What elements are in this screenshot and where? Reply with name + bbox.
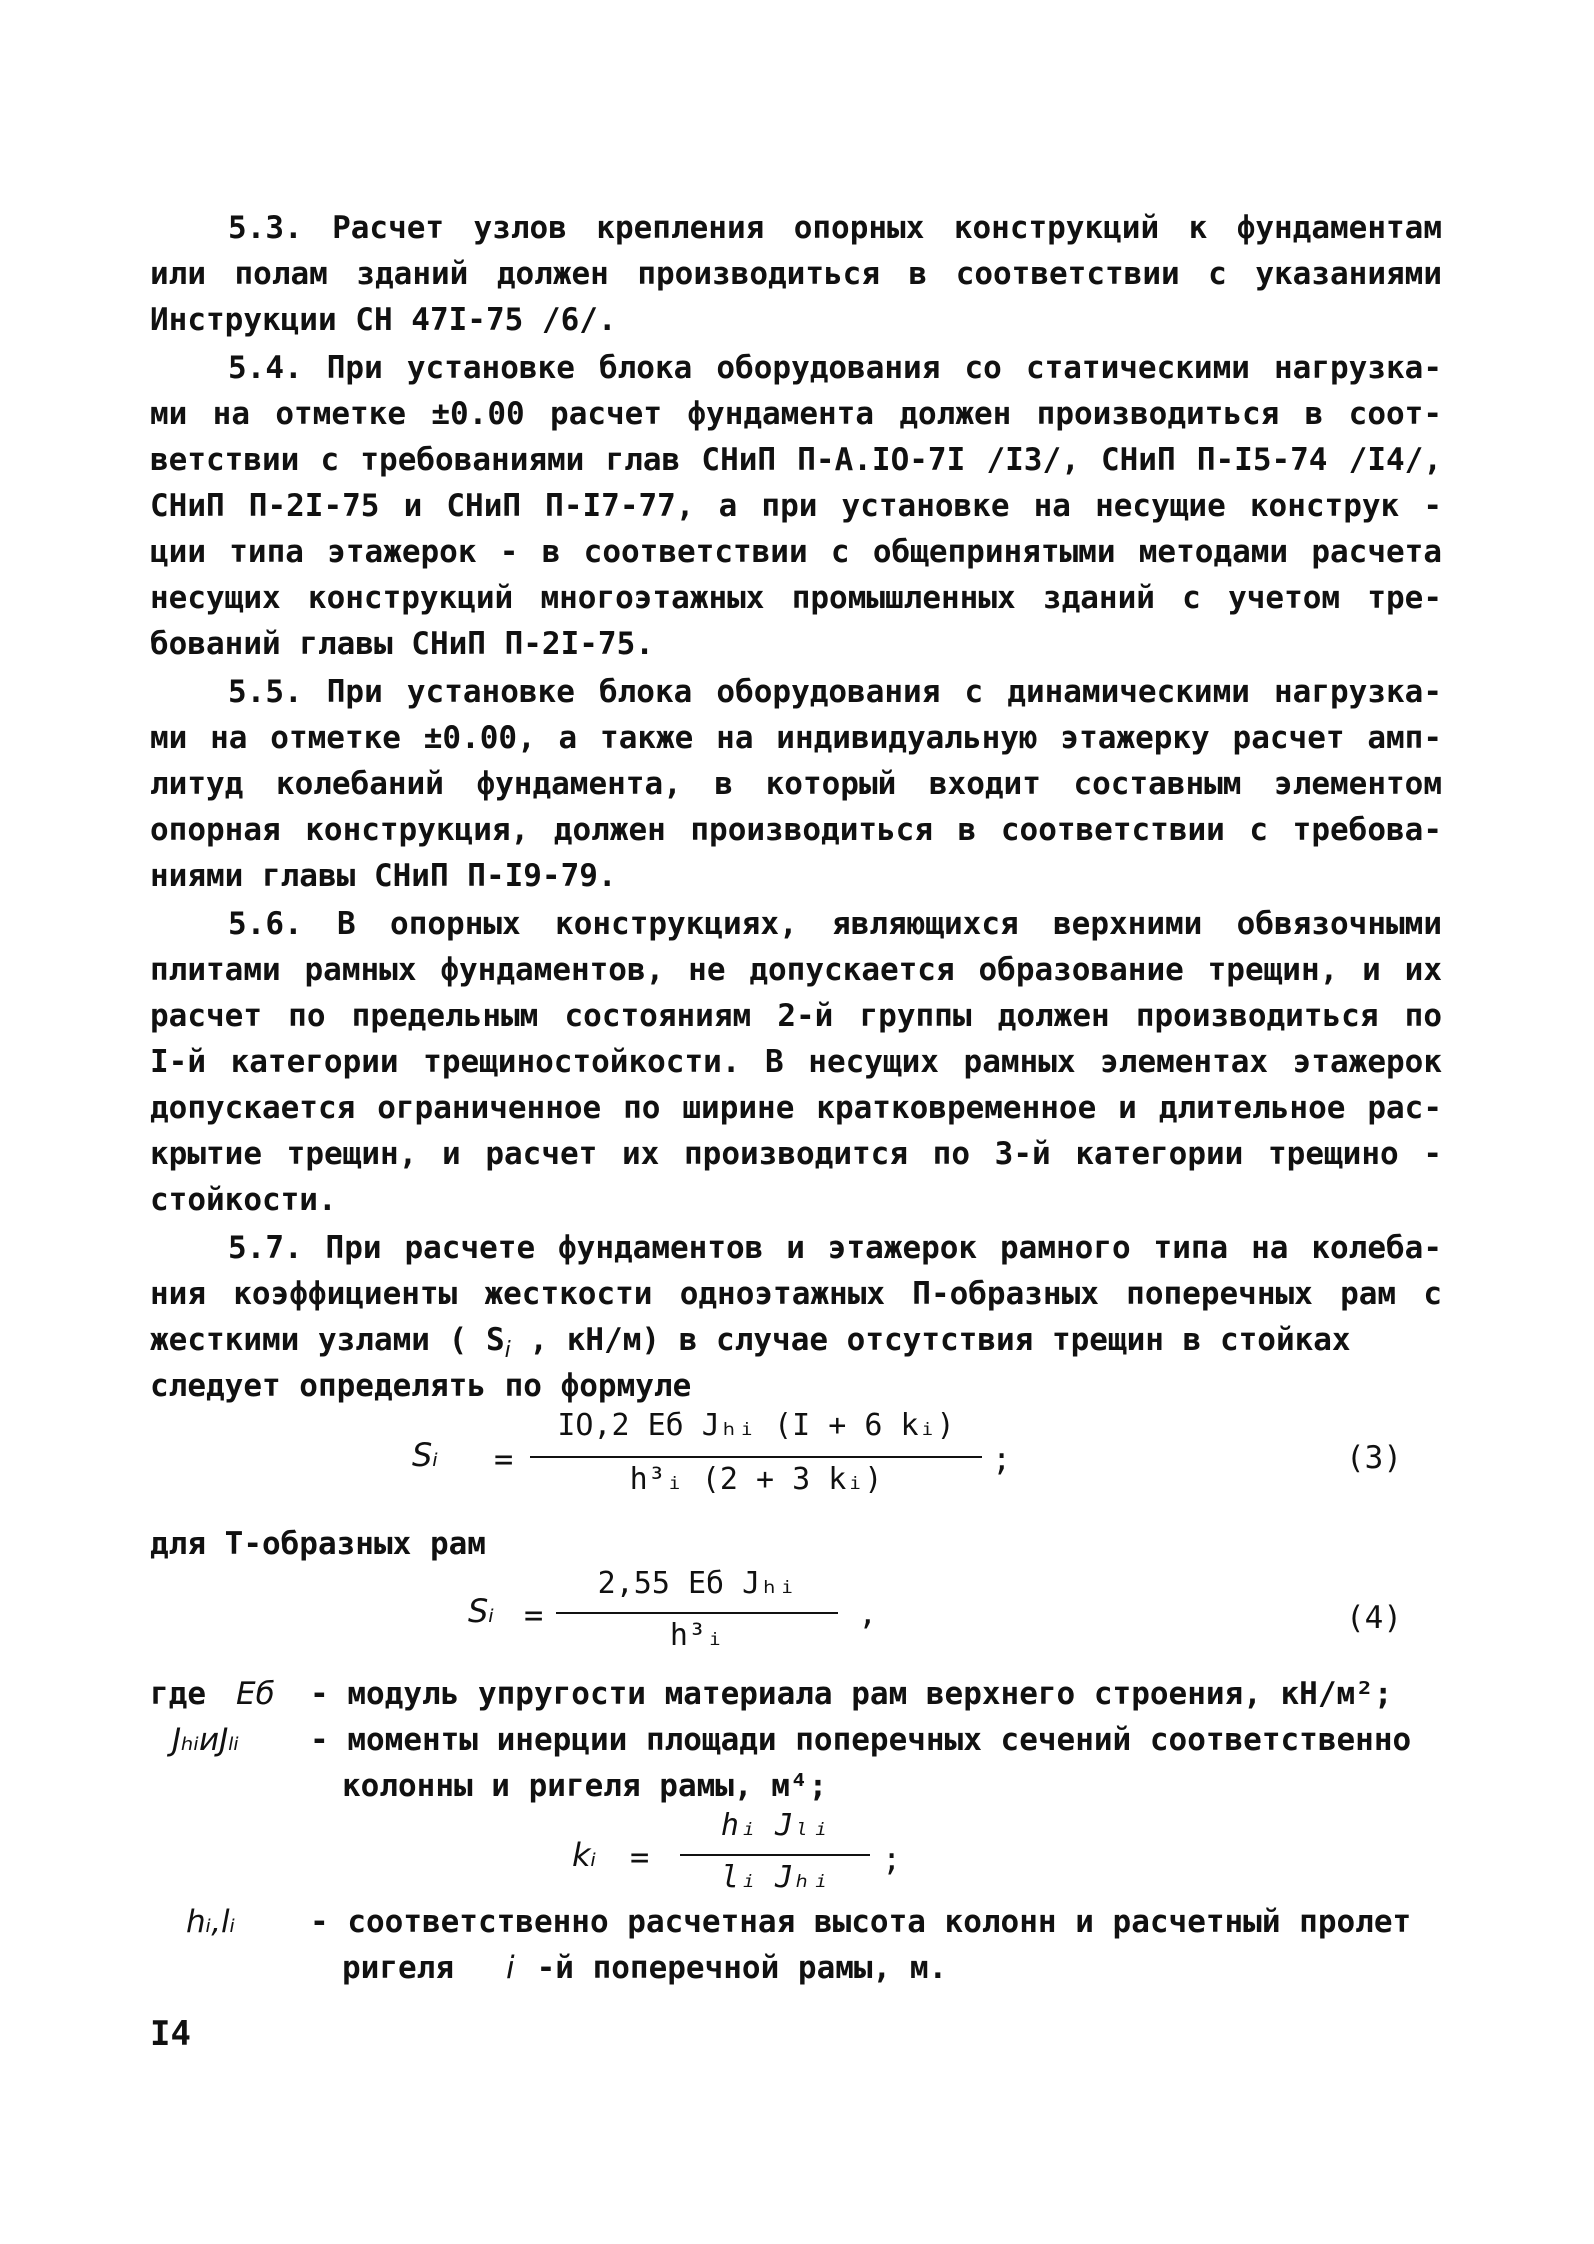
formula4-lhs: Sᵢ: [468, 1592, 495, 1630]
definition-3-index: i: [505, 1950, 515, 1986]
p55-line-3: литуд колебаний фундамента, в который входит составным элементом: [150, 766, 1442, 802]
p57-line-3: [150, 1318, 1442, 1362]
k-formula-fraction-bar: [680, 1854, 870, 1856]
p57-line-4: следует определять по формуле: [150, 1368, 692, 1404]
p57-line-1: 5.7. При расчете фундаментов и этажерок рамного типа на колеба-: [228, 1230, 1442, 1266]
p54-line-7: бований главы СНиП П-2I-75.: [150, 626, 654, 662]
p57-line-3-b: , кН/м) в случае отсутствия трещин в стойках: [510, 1322, 1351, 1358]
p54-line-6: несущих конструкций многоэтажных промышленных зданий с учетом тре-: [150, 580, 1442, 616]
definitions-where: где: [150, 1676, 206, 1712]
page-number: I4: [150, 2014, 191, 2054]
formula3-fraction-bar: [530, 1456, 982, 1458]
p56-line-2: плитами рамных фундаментов, не допускается образование трещин, и их: [150, 952, 1442, 988]
p53-line-1: 5.3. Расчет узлов крепления опорных конструкций к фундаментам: [228, 210, 1442, 246]
formula4-numerator: 2,55 Eб Jₕᵢ: [597, 1566, 797, 1601]
formula4-eq: =: [524, 1596, 544, 1634]
k-formula-lhs: kᵢ: [572, 1836, 597, 1874]
p54-line-5: ции типа этажерок - в соответствии с общепринятыми методами расчета: [150, 534, 1442, 570]
p55-line-1: 5.5. При установке блока оборудования с динамическими нагрузка-: [228, 674, 1442, 710]
p53-line-3: Инструкции СН 47I-75 /6/.: [150, 302, 617, 338]
k-formula-tail: ;: [882, 1840, 902, 1878]
k-formula-denominator: lᵢ Jₕᵢ: [720, 1860, 830, 1895]
k-formula-numerator: hᵢ Jₗᵢ: [720, 1808, 830, 1843]
definition-1-symbol: Eб: [236, 1676, 275, 1712]
definition-2-symbol: JₕᵢиJₗᵢ: [172, 1722, 240, 1758]
p55-line-2: ми на отметке ±0.00, а также на индивидуальную этажерку расчет амп-: [150, 720, 1442, 756]
formula4-denominator: h³ᵢ: [669, 1618, 725, 1653]
p57-line-3-sub: i: [504, 1338, 511, 1364]
formula3-tail: ;: [992, 1440, 1012, 1478]
p54-line-3: ветствии с требованиями глав СНиП П-А.IO-7I /I3/, СНиП П-I5-74 /I4/,: [150, 442, 1442, 478]
p57-line-3-a: жесткими узлами ( S: [150, 1322, 505, 1358]
definition-3-text-cont-c: -й поперечной рамы, м.: [536, 1950, 948, 1986]
p56-line-7: стойкости.: [150, 1182, 337, 1218]
p56-line-5: допускается ограниченное по ширине кратковременное и длительное рас-: [150, 1090, 1442, 1126]
p54-line-1: 5.4. При установке блока оборудования со статическими нагрузка-: [228, 350, 1442, 386]
t-frames-label: для Т-образных рам: [150, 1526, 486, 1562]
formula4-number: (4): [1346, 1600, 1402, 1636]
p56-line-6: крытие трещин, и расчет их производится по 3-й категории трещино -: [150, 1136, 1442, 1172]
definition-2-text: - моменты инерции площади поперечных сечений соответственно: [310, 1722, 1412, 1758]
formula4-fraction-bar: [556, 1612, 838, 1614]
definition-3-text: - соответственно расчетная высота колонн и расчетный пролет: [310, 1904, 1412, 1940]
k-formula-eq: =: [630, 1838, 650, 1876]
formula3-number: (3): [1346, 1440, 1402, 1476]
p56-line-4: I-й категории трещиностойкости. В несущих рамных элементах этажерок: [150, 1044, 1442, 1080]
formula3-eq: =: [494, 1440, 514, 1478]
formula4-tail: ,: [858, 1594, 878, 1632]
definition-3-symbol: hᵢ,lᵢ: [186, 1904, 236, 1940]
definition-3-text-cont-a: ригеля: [342, 1950, 454, 1986]
p55-line-4: опорная конструкция, должен производиться в соответствии с требова-: [150, 812, 1442, 848]
definition-2-text-cont: колонны и ригеля рамы, м⁴;: [342, 1768, 828, 1804]
p56-line-3: расчет по предельным состояниям 2-й группы должен производиться по: [150, 998, 1442, 1034]
p55-line-5: ниями главы СНиП П-I9-79.: [150, 858, 617, 894]
definition-1-text: - модуль упругости материала рам верхнего строения, кН/м²;: [310, 1676, 1393, 1712]
p54-line-2: ми на отметке ±0.00 расчет фундамента должен производиться в соот-: [150, 396, 1442, 432]
formula3-lhs: Sᵢ: [412, 1436, 439, 1474]
p56-line-1: 5.6. В опорных конструкциях, являющихся верхними обвязочными: [228, 906, 1442, 942]
formula3-denominator: h³ᵢ (2 + 3 kᵢ): [629, 1462, 883, 1497]
p53-line-2: или полам зданий должен производиться в соответствии с указаниями: [150, 256, 1442, 292]
formula3-numerator: IO,2 Eб Jₕᵢ (I + 6 kᵢ): [557, 1408, 955, 1443]
definition-3-text-cont: [342, 1950, 947, 1986]
p54-line-4: СНиП П-2I-75 и СНиП П-I7-77, а при установке на несущие конструк -: [150, 488, 1442, 524]
p57-line-2: ния коэффициенты жесткости одноэтажных П-образных поперечных рам с: [150, 1276, 1442, 1312]
